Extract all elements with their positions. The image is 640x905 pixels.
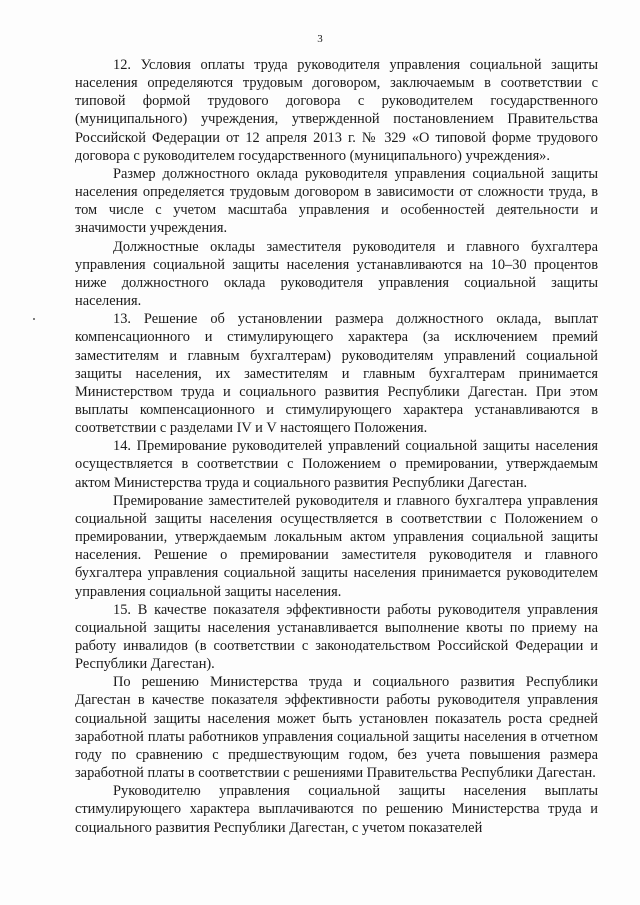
paragraph-salary-size: Размер должностного оклада руководителя управления социальной защиты населения определяется трудовым договором в зависимости от сложности труда, в том числе с учетом масштаба управления и особенностей деятельности и значимости учреждения. xyxy=(75,165,598,237)
document-body xyxy=(75,56,598,837)
paragraph-deputy-salaries: Должностные оклады заместителя руководителя и главного бухгалтера управления социальной защиты населения устанавливаются на 10–30 процентов ниже должностного оклада руководителя управления социальной защиты населения. xyxy=(75,238,598,310)
paragraph-13: 13. Решение об установлении размера должностного оклада, выплат компенсационного и стимулирующего характера (за исключением премий заместителям и главным бухгалтерам) руководителям управлений социальной защиты населения, их заместителям и главным бухгалтерам принимается Министерством труда и социального развития Республики Дагестан. При этом выплаты компенсационного и стимулирующего характера устанавливаются в соответствии с разделами IV и V настоящего Положения. xyxy=(75,311,598,437)
paragraph-15: 15. В качестве показателя эффективности работы руководителя управления социальной защиты населения устанавливается выполнение квоты по приему на работу инвалидов (в соответствии с законодательством Российской Федерации и Республики Дагестан). xyxy=(75,601,598,673)
paragraph-14: 14. Премирование руководителей управлений социальной защиты населения осуществляется в соответствии с Положением о премировании, утверждаемым актом Министерства труда и социального развития Республики Дагестан. xyxy=(75,438,598,491)
page-number: 3 xyxy=(317,33,323,45)
paragraph-12: 12. Условия оплаты труда руководителя управления социальной защиты населения определяются трудовым договором, заключаемым в соответствии с типовой формой трудового договора с руководителем государственного (муниципального) учреждения, утвержденной постановлением Правительства Российской Федерации от 12 апреля 2013 г. № 329 «О типовой форме трудового договора с руководителем государственного (муниципального) учреждения». xyxy=(75,57,598,164)
paragraph-incentive-payments: Руководителю управления социальной защиты населения выплаты стимулирующего характера выплачиваются по решению Министерства труда и социального развития Республики Дагестан, с учетом показателей xyxy=(75,783,598,836)
paragraph-deputy-bonus: Премирование заместителей руководителя и главного бухгалтера управления социальной защиты населения осуществляется в соответствии с Положением о премировании, утверждаемым локальным актом управления социальной защиты населения. Решение о премировании заместителя руководителя и главного бухгалтера управления социальной защиты населения принимается руководителем управления социальной защиты населения. xyxy=(75,492,598,600)
paragraph-ministry-decision: По решению Министерства труда и социального развития Республики Дагестан в качестве показателя эффективности работы руководителя управления социальной защиты населения может быть установлен показатель роста средней заработной платы работников управления социальной защиты населения в отчетном году по сравнению с предшествующим годом, без учета повышения размера заработной платы в соответствии с решениями Правительства Республики Дагестан. xyxy=(75,674,598,782)
scan-mark xyxy=(33,318,35,320)
